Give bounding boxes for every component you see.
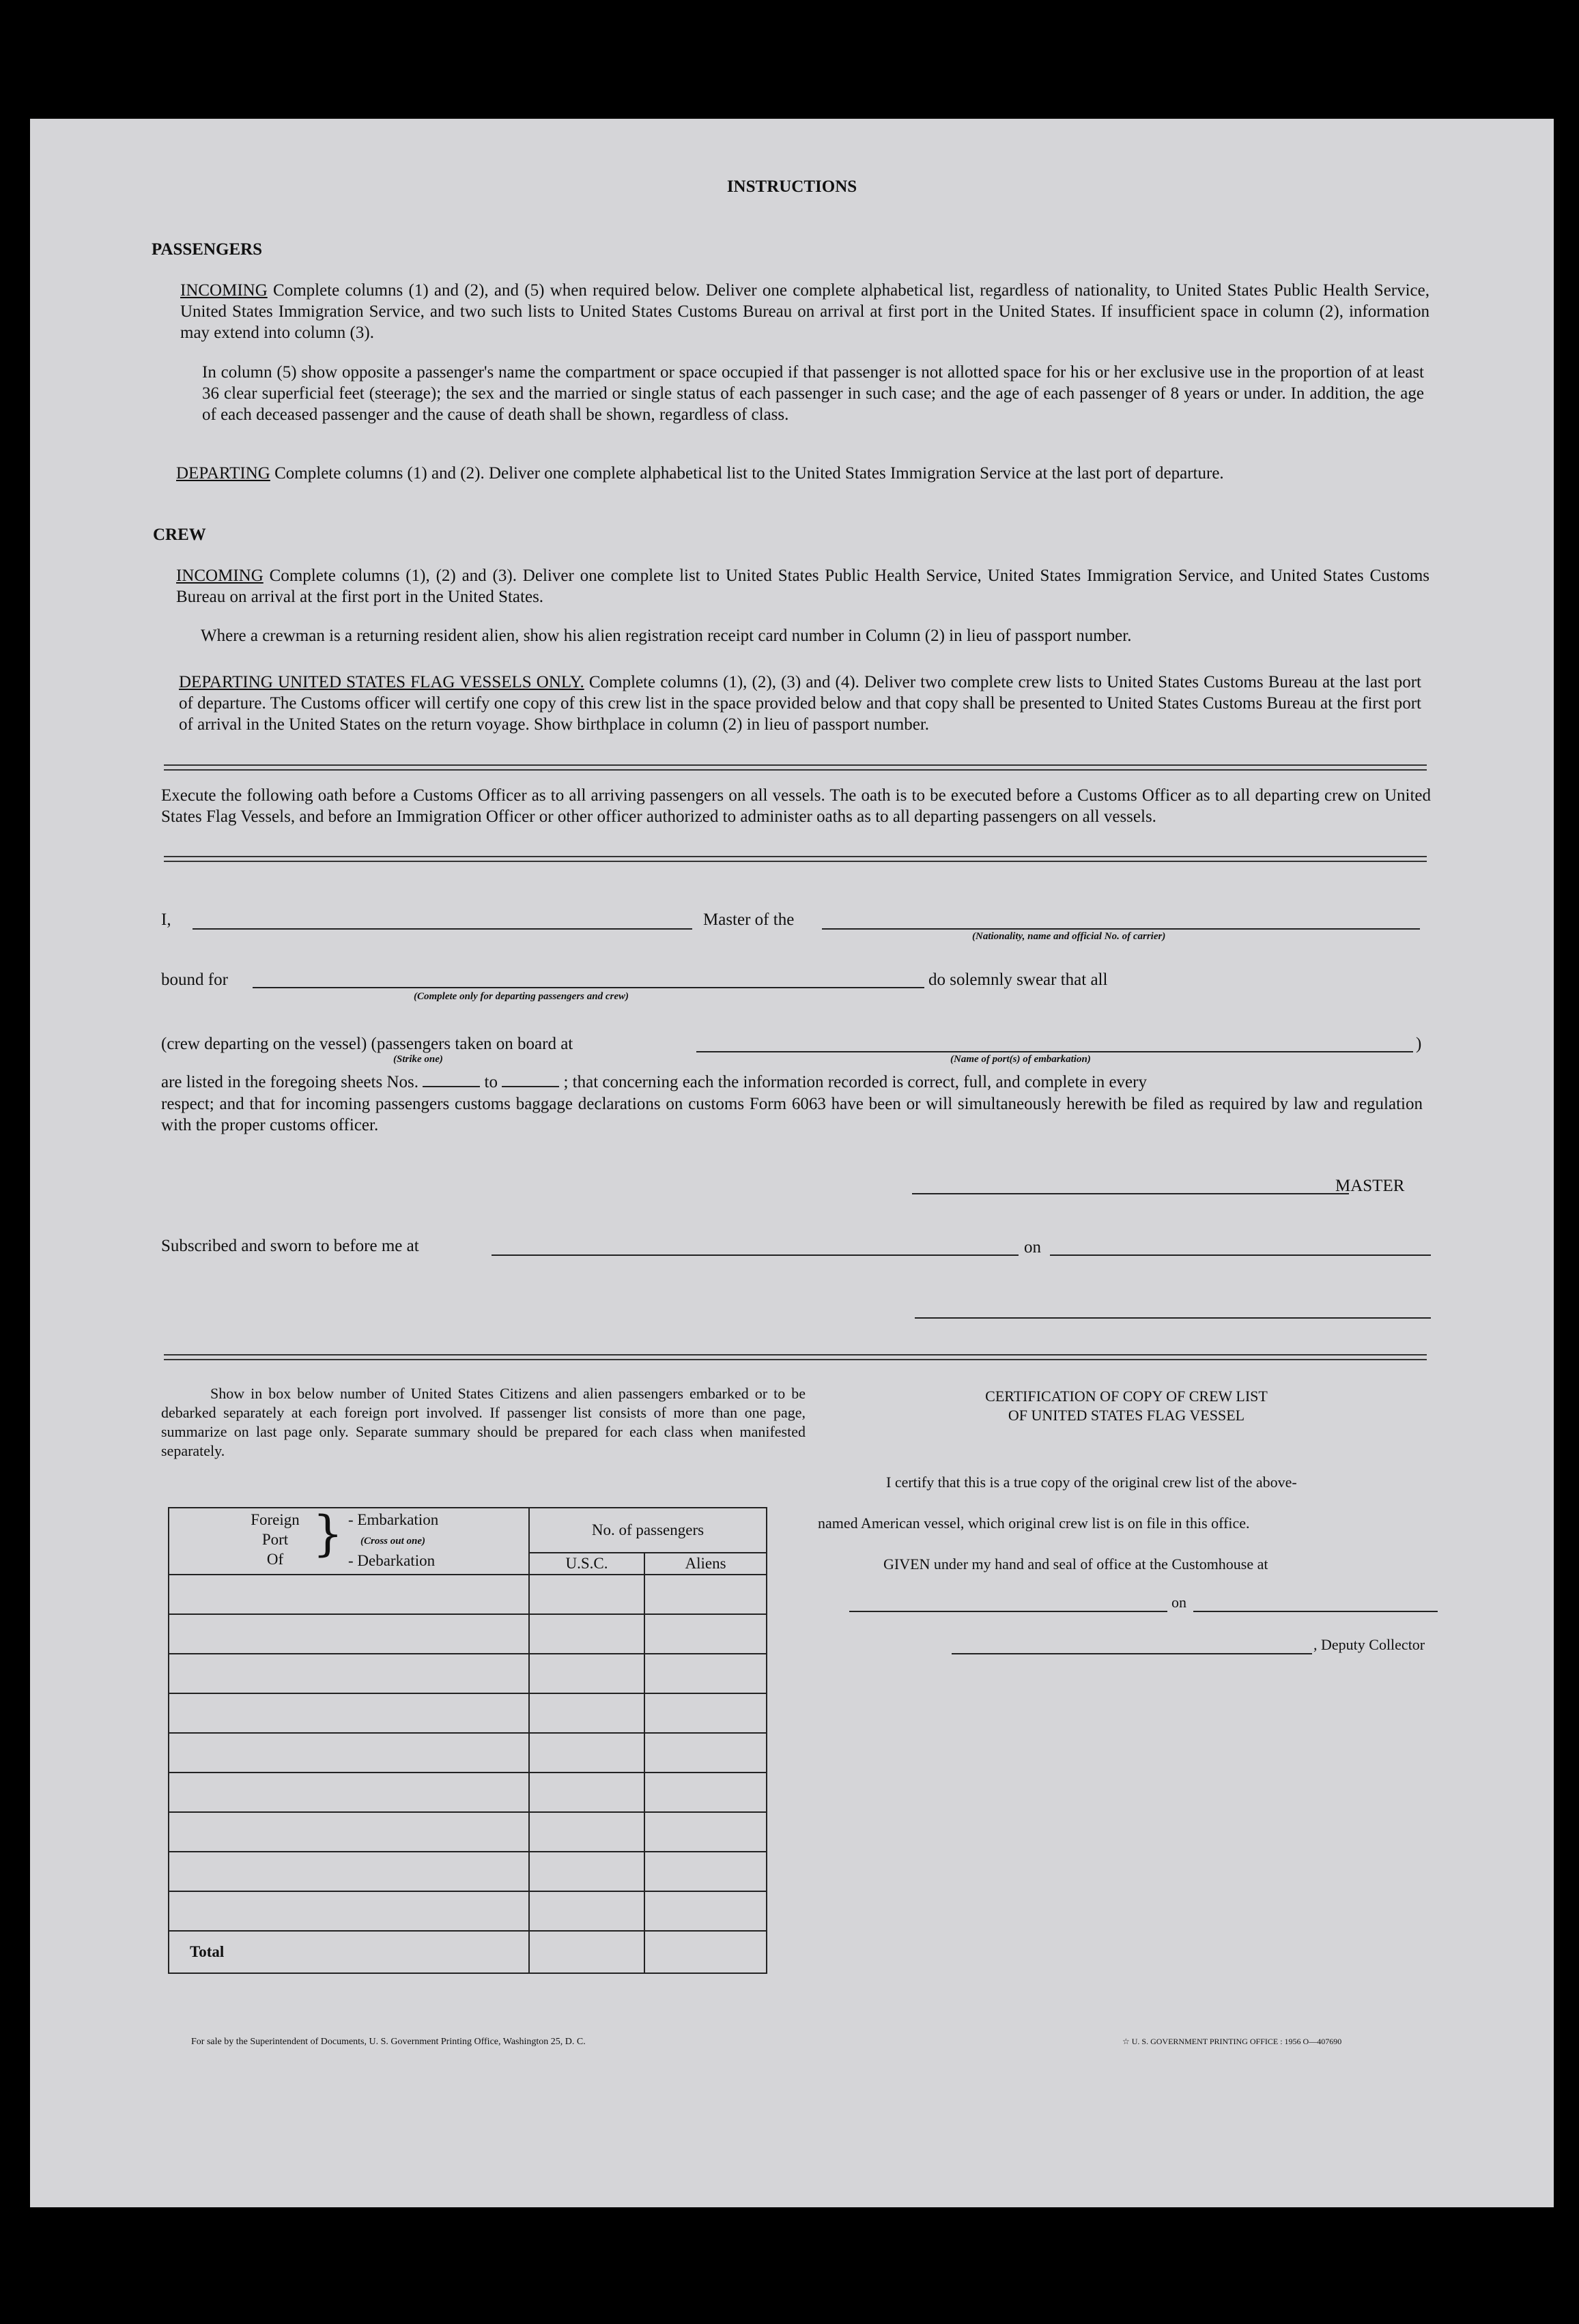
usc-cell[interactable] bbox=[529, 1575, 644, 1614]
bound-for-label: bound for bbox=[161, 971, 228, 989]
bound-for-line[interactable] bbox=[253, 987, 924, 988]
total-row bbox=[169, 1931, 767, 1973]
aliens-cell[interactable] bbox=[644, 1773, 767, 1812]
nationality-caption: (Nationality, name and official No. of carrier) bbox=[972, 931, 1166, 942]
total-label: Total bbox=[169, 1931, 529, 1973]
port-cell[interactable] bbox=[169, 1733, 529, 1773]
aliens-cell[interactable] bbox=[644, 1812, 767, 1852]
usc-cell[interactable] bbox=[529, 1773, 644, 1812]
usc-cell[interactable] bbox=[529, 1812, 644, 1852]
total-usc-cell[interactable] bbox=[529, 1931, 644, 1973]
port-cell[interactable] bbox=[169, 1852, 529, 1891]
crew-departing-label: DEPARTING UNITED STATES FLAG VESSELS ONLY. bbox=[179, 673, 584, 691]
deputy-signature-line[interactable] bbox=[952, 1653, 1312, 1654]
listed-line bbox=[161, 1072, 1147, 1093]
aliens-cell[interactable] bbox=[644, 1891, 767, 1931]
usc-cell[interactable] bbox=[529, 1654, 644, 1693]
crew-passengers-text: (crew departing on the vessel) (passengers taken on board at bbox=[161, 1035, 573, 1053]
port-cell[interactable] bbox=[169, 1891, 529, 1931]
table-row bbox=[169, 1891, 767, 1931]
certification-on-label: on bbox=[1171, 1594, 1186, 1611]
certify-line-1: I certify that this is a true copy of the original crew list of the above- bbox=[886, 1474, 1297, 1491]
oath-i-label: I, bbox=[161, 910, 171, 929]
table-row bbox=[169, 1773, 767, 1812]
divider bbox=[164, 1354, 1427, 1360]
foreign-label: Foreign bbox=[251, 1511, 300, 1528]
port-cell[interactable] bbox=[169, 1812, 529, 1852]
given-text: GIVEN under my hand and seal of office at the Customhouse at bbox=[883, 1555, 1268, 1573]
foreign-port-of bbox=[238, 1510, 313, 1569]
cross-out-caption: (Cross out one) bbox=[360, 1536, 426, 1547]
crew-departing-text: Complete columns (1), (2), (3) and (4). Deliver two complete crew lists to United States Customs Bureau at the last port of departure. The Customs officer will certify one copy of this crew list in the space provided below and that copy shall be presented to United States Customs Bureau at the first port of arrival in the United States on the return voyage. Show birthplace in column (2) in lieu of passport number. bbox=[179, 673, 1422, 734]
port-cell[interactable] bbox=[169, 1693, 529, 1733]
table-row bbox=[169, 1654, 767, 1693]
passengers-incoming-paragraph bbox=[180, 280, 1429, 343]
listed-pre: are listed in the foregoing sheets Nos. bbox=[161, 1073, 418, 1091]
usc-cell[interactable] bbox=[529, 1852, 644, 1891]
no-passengers-header: No. of passengers bbox=[529, 1508, 767, 1553]
footer-left: For sale by the Superintendent of Documents, U. S. Government Printing Office, Washington 25, D. C. bbox=[191, 2037, 586, 2047]
crew-incoming-label: INCOMING bbox=[176, 566, 264, 585]
usc-cell[interactable] bbox=[529, 1891, 644, 1931]
crew-resident-paragraph: Where a crewman is a returning resident alien, show his alien registration receipt card number in Column (2) in lieu of passport number. bbox=[201, 627, 1132, 645]
passengers-incoming-text: Complete columns (1) and (2), and (5) when required below. Deliver one complete alphabetical list, regardless of nationality, to United States Public Health Service, United States Immigration Service, and two such lists to United States Customs Bureau on arrival at first port in the United States. If insufficient space in column (2), information may extend into column (3). bbox=[180, 281, 1430, 342]
port-header-cell bbox=[169, 1508, 529, 1575]
port-cell[interactable] bbox=[169, 1575, 529, 1614]
brace-icon: } bbox=[313, 1506, 343, 1562]
certify-line-2: named American vessel, which original crew list is on file in this office. bbox=[818, 1515, 1250, 1532]
aliens-cell[interactable] bbox=[644, 1693, 767, 1733]
passengers-heading: PASSENGERS bbox=[152, 240, 263, 259]
table-row bbox=[169, 1575, 767, 1614]
master-signature-line[interactable] bbox=[912, 1193, 1349, 1194]
port-cell[interactable] bbox=[169, 1773, 529, 1812]
certification-title-1: CERTIFICATION OF COPY OF CREW LIST bbox=[985, 1388, 1268, 1405]
port-cell[interactable] bbox=[169, 1654, 529, 1693]
passengers-departing-paragraph bbox=[176, 463, 1425, 484]
listed-post: ; that concerning each the information recorded is correct, full, and complete in every bbox=[563, 1073, 1147, 1091]
usc-cell[interactable] bbox=[529, 1614, 644, 1654]
strike-caption: (Strike one) bbox=[393, 1054, 443, 1065]
subscribed-label: Subscribed and sworn to before me at bbox=[161, 1237, 419, 1255]
officer-signature-line[interactable] bbox=[915, 1317, 1431, 1319]
port-cell[interactable] bbox=[169, 1614, 529, 1654]
crew-incoming-paragraph bbox=[176, 565, 1429, 607]
divider bbox=[164, 856, 1427, 862]
footer-right: ☆ U. S. GOVERNMENT PRINTING OFFICE : 1956 O—407690 bbox=[1122, 2037, 1342, 2046]
aliens-cell[interactable] bbox=[644, 1575, 767, 1614]
embarkation-label: - Embarkation bbox=[348, 1511, 439, 1528]
subscribed-date-line[interactable] bbox=[1050, 1254, 1431, 1256]
master-of-label: Master of the bbox=[703, 910, 795, 929]
crew-heading: CREW bbox=[153, 526, 206, 544]
ports-caption: (Name of port(s) of embarkation) bbox=[950, 1054, 1091, 1065]
oath-instructions: Execute the following oath before a Customs Officer as to all arriving passengers on all vessels. The oath is to be executed before a Customs Officer as to all departing crew on United States Flag Vessels, and before an Immigration Officer or other officer authorized to administer oaths as to all departing passengers on all vessels. bbox=[161, 786, 1431, 826]
customhouse-line[interactable] bbox=[849, 1611, 1167, 1612]
of-label: Of bbox=[266, 1551, 284, 1568]
aliens-cell[interactable] bbox=[644, 1614, 767, 1654]
debarkation-label: - Debarkation bbox=[348, 1552, 436, 1569]
passengers-departing-label: DEPARTING bbox=[176, 464, 270, 483]
crew-departing-paragraph bbox=[179, 672, 1421, 735]
respect-text: respect; and that for incoming passengers customs baggage declarations on customs Form 6063 have been or will simultaneously herewith be filed as required by law and regulation with the proper customs officer. bbox=[161, 1095, 1423, 1134]
usc-header: U.S.C. bbox=[529, 1553, 644, 1575]
passenger-summary-table bbox=[168, 1507, 767, 1974]
page-title: INSTRUCTIONS bbox=[726, 177, 857, 196]
passengers-departing-text: Complete columns (1) and (2). Deliver one complete alphabetical list to the United States Immigration Service at the last port of departure. bbox=[274, 464, 1224, 483]
close-paren: ) bbox=[1416, 1035, 1422, 1053]
table-row bbox=[169, 1733, 767, 1773]
aliens-header: Aliens bbox=[644, 1553, 767, 1575]
embarkation-port-line[interactable] bbox=[696, 1051, 1413, 1052]
table-row bbox=[169, 1693, 767, 1733]
crew-incoming-text: Complete columns (1), (2) and (3). Deliver one complete list to United States Public Health Service, United States Immigration Service, and United States Customs Bureau on arrival at the first port in the United States. bbox=[176, 566, 1430, 606]
passengers-column5-paragraph: In column (5) show opposite a passenger's name the compartment or space occupied if that passenger is not allotted space for his or her exclusive use in the proportion of at least 36 clear superficial feet (steerage); the sex and the married or single status of each passenger in such case; and the age of each passenger of 8 years or under. In addition, the age of each deceased passenger and the cause of death shall be shown, regardless of class. bbox=[202, 363, 1424, 424]
port-label: Port bbox=[261, 1531, 289, 1548]
divider bbox=[164, 764, 1427, 771]
sheet-from-field[interactable] bbox=[423, 1086, 480, 1087]
carrier-line[interactable] bbox=[822, 928, 1420, 930]
master-name-line[interactable] bbox=[193, 928, 692, 930]
usc-cell[interactable] bbox=[529, 1733, 644, 1773]
subscribed-place-line[interactable] bbox=[492, 1254, 1019, 1256]
listed-to: to bbox=[484, 1073, 498, 1091]
deputy-collector-label: , Deputy Collector bbox=[1313, 1636, 1425, 1653]
aliens-cell[interactable] bbox=[644, 1733, 767, 1773]
master-label: MASTER bbox=[1335, 1177, 1405, 1195]
certification-title-2: OF UNITED STATES FLAG VESSEL bbox=[1008, 1407, 1245, 1424]
certification-date-line[interactable] bbox=[1193, 1611, 1438, 1612]
passengers-incoming-label: INCOMING bbox=[180, 281, 268, 300]
sheet-to-field[interactable] bbox=[502, 1086, 559, 1087]
aliens-cell[interactable] bbox=[644, 1654, 767, 1693]
form-sheet bbox=[30, 119, 1554, 2207]
total-aliens-cell[interactable] bbox=[644, 1931, 767, 1973]
summary-instructions: Show in box below number of United States Citizens and alien passengers embarked or to be debarked separately at each foreign port involved. If passenger list consists of more than one page, summarize on last page only. Separate summary should be prepared for each class when manifested separately. bbox=[161, 1385, 806, 1459]
table-row bbox=[169, 1812, 767, 1852]
swear-text: do solemnly swear that all bbox=[928, 971, 1108, 989]
aliens-cell[interactable] bbox=[644, 1852, 767, 1891]
usc-cell[interactable] bbox=[529, 1693, 644, 1733]
complete-caption: (Complete only for departing passengers and crew) bbox=[414, 991, 629, 1002]
subscribed-on-label: on bbox=[1024, 1238, 1041, 1257]
table-row bbox=[169, 1852, 767, 1891]
table-row bbox=[169, 1614, 767, 1654]
